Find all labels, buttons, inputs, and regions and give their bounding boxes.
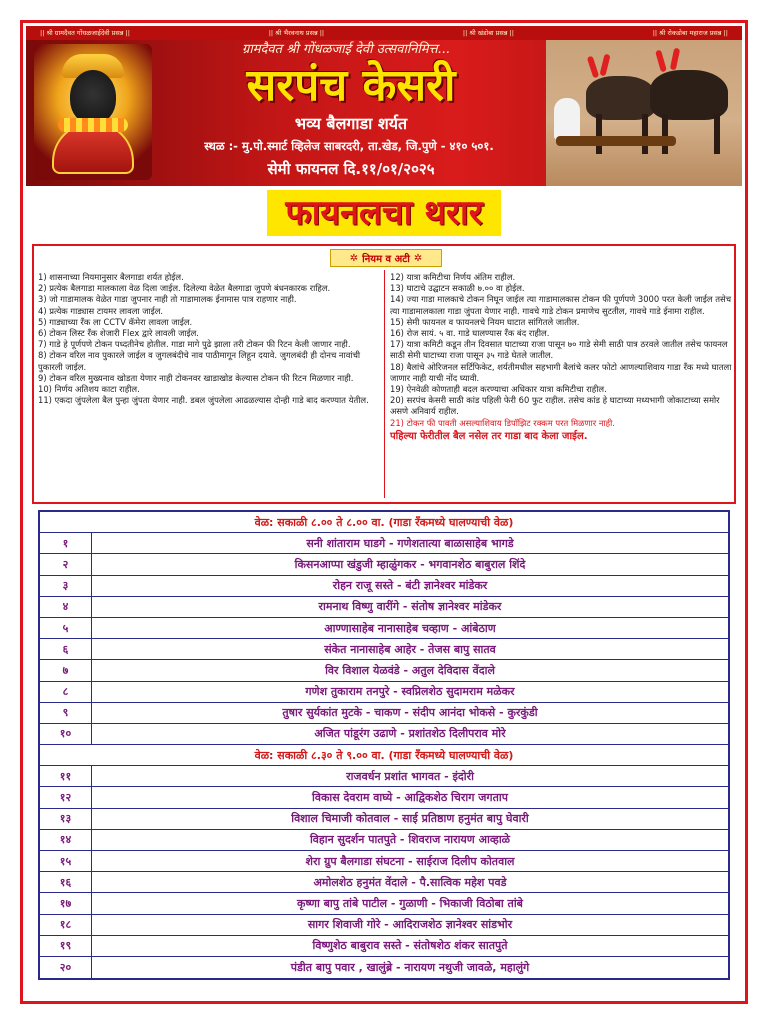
final-title-wrap	[26, 186, 742, 240]
row-number: १७	[40, 893, 92, 913]
strip-text-2: || श्री भैरवनाथ प्रसन्न ||	[268, 29, 325, 37]
cart-shape	[556, 136, 676, 146]
rule-item: 17) यात्रा कमिटी कडून तीन दिवसात घाटाच्या राजा पासून ७० गाडे सेमी साठी पात्र ठरवले जातील तसेच फायनल साठी सेमी घाटाच्या राजा पासून ३५ गाडे घेतले जातील.	[390, 339, 728, 361]
table-row	[40, 554, 728, 575]
bull-race-image	[546, 40, 742, 186]
schedule-table	[38, 510, 730, 980]
rule-item: 15) सेमी फायनल व फायनलचे नियम घाटात सांगितले जातील.	[390, 316, 580, 327]
rules-heading-text: नियम व अटी	[362, 254, 410, 265]
table-row	[40, 724, 728, 745]
horn-shape	[599, 54, 610, 77]
row-number: ४	[40, 597, 92, 617]
row-name: आण्णासाहेब नानासाहेब चव्हाण - आंबेठाण	[324, 621, 496, 635]
banner-title: सरपंच केसरी	[246, 60, 456, 111]
row-name: गणेश तुकाराम तनपुरे - स्वप्निलशेठ सुदामराम मळेकर	[305, 685, 515, 699]
strip-text-3: || श्री खंडोबा प्रसन्न ||	[462, 29, 514, 37]
rule-item: 12) यात्रा कमिटीचा निर्णय अंतिम राहील.	[390, 272, 516, 282]
final-title: फायनलचा थरार	[267, 190, 500, 236]
row-name: पंडीत बापु पवार , खालुंब्रे - नारायण नथुजी जावळे, महालुंगे	[290, 961, 530, 975]
row-name: सागर शिवाजी गोरे - आदिराजशेठ ज्ञानेश्वर सांडभोर	[307, 918, 513, 932]
row-number: ६	[40, 639, 92, 659]
table-row	[40, 936, 728, 957]
row-number: १४	[40, 830, 92, 850]
table-row	[40, 682, 728, 703]
rule-item: 19) ऐनवेळी कोणताही बदल करण्याचा अधिकार यात्रा कमिटीचा राहील.	[390, 384, 607, 395]
rule-item: 8) टोकन वरिल नाव पुकारले जाईल व जुगलबंदीचे नाव पाठीमागून लिहून दयावे. जुगलबंदी ही दोनच नावांची पुकारली जाईल.	[38, 350, 361, 372]
row-name: अजित पांडूरंग उढाणे - प्रशांतशेठ दिलीपराव मोरे	[314, 727, 506, 741]
row-name: किसनआप्पा खंडुजी म्हाळुंगकर - भगवानशेठ बाबुराल शिंदे	[294, 557, 526, 571]
row-number: २०	[40, 957, 92, 978]
row-name: राजवर्धन प्रशांत भागवत - इंदोरी	[346, 769, 474, 783]
row-name: शेरा ग्रुप बैलगाडा संघटना - साईराज दिलीप कोतवाल	[305, 854, 515, 868]
row-number: १६	[40, 872, 92, 892]
table-row	[40, 576, 728, 597]
star-icon: ✲	[413, 252, 423, 264]
table-row	[40, 787, 728, 808]
leg-shape	[714, 114, 720, 154]
rule-item: 16) रोज सायं. ५ वा. गाडे घालण्यास रँक बंद राहील.	[390, 328, 550, 339]
table-row	[40, 957, 728, 978]
garland-shape	[58, 118, 128, 132]
bull-shape	[650, 70, 728, 120]
session-header: वेळ: सकाळी ८.३० ते ९.०० वा. (गाडा रँकमध्ये घालण्याची वेळ)	[40, 745, 728, 766]
rule-item: 13) घाटाचे उद्घाटन सकाळी ७.०० वा होईल.	[390, 283, 525, 294]
rule-item: 10) निर्णय अतिशय काटा राहील.	[38, 384, 140, 395]
row-name: तुषार सुर्यकांत मुटके - चाकण - संदीप आनंदा भोकसे - कुरकुंडी	[282, 706, 538, 720]
row-number: १	[40, 533, 92, 553]
row-number: १८	[40, 915, 92, 935]
banner-subtitle: ग्रामदैवत श्री गोंधळजाई देवी उत्सवानिमित्त...	[242, 42, 450, 57]
row-name: रोहन राजू सस्ते - बंटी ज्ञानेश्वर मांडेकर	[332, 579, 488, 593]
row-number: ३	[40, 576, 92, 596]
table-row	[40, 915, 728, 936]
star-icon: ✲	[349, 252, 359, 264]
row-number: २	[40, 554, 92, 574]
row-name: विकास देवराम वाघ्ये - आद्विकशेठ चिराग जगताप	[312, 791, 508, 805]
horn-shape	[670, 48, 680, 71]
rule-item: 11) एकदा जुंपलेला बैल पुन्हा जुंपता येणार नाही. डबल जुंपलेला आढळल्यास दोन्ही गाडे बाद करण्यात येतील.	[38, 395, 369, 406]
top-strip	[26, 26, 742, 40]
table-row	[40, 872, 728, 893]
leg-shape	[596, 114, 602, 154]
rule-item: 6) टोकन लिस्ट रँक शेजारी Flex द्वारे लावली जाईल.	[38, 328, 199, 339]
venue-text: स्थळ :- मु.पो.स्मार्ट व्हिलेज साबरदरी, ता.खेड, जि.पुणे - ४१० ५०१.	[204, 139, 494, 153]
rules-left-column	[38, 272, 380, 406]
rules-box	[32, 244, 736, 504]
table-row	[40, 618, 728, 639]
strip-text-4: || श्री रोकडोबा महाराज प्रसन्न ||	[652, 29, 728, 37]
row-number: १५	[40, 851, 92, 871]
semi-final-date: सेमी फायनल दि.११/०१/२०२५	[267, 160, 435, 178]
row-name: कृष्णा बापु तांबे पाटील - गुळाणी - भिकाजी विठोबा तांबे	[297, 896, 523, 910]
final-note: पहिल्या फेरीतील बैल नसेल तर गाडा बाद केला जाईल.	[390, 430, 588, 442]
goddess-image	[34, 44, 152, 180]
leg-shape	[662, 114, 668, 154]
row-name: सनी शांताराम घाडगे - गणेशतात्या बाळासाहेब भागडे	[306, 536, 514, 550]
header-banner	[26, 26, 742, 186]
table-row	[40, 830, 728, 851]
rule-item: 18) बैलांचे ओरिजनल सर्टिफिकेट, शर्यतीमधील सहभागी बैलांचे कलर फोटो आणल्याशिवाय गाडा रँक मध्ये घातला जाणार नाही याची नोंद घ्यावी.	[390, 361, 732, 383]
session-header: वेळ: सकाळी ८.०० ते ८.०० वा. (गाडा रँकमध्ये घालण्याची वेळ)	[40, 512, 728, 533]
row-name: विर विशाल येळवंडे - अतुल देविदास वेंदाले	[325, 663, 495, 677]
row-number: ११	[40, 766, 92, 786]
rule-item: 1) शासनाच्या नियमानुसार बैलगाडा शर्यत होईल.	[38, 272, 184, 282]
row-number: १२	[40, 787, 92, 807]
rule-item: 9) टोकन वरिल मुख्यनाव खोडता येणार नाही टोकनवर खाडाखोड केल्यास टोकन फी रिटन मिळणार नाही.	[38, 372, 354, 383]
rule-item: 7) गाडे हे पूर्णपणे टोकन पध्दतीनेच होतील. गाडा मागे पुढे झाला तरी टोकन फी रिटन केली जाणार नाही.	[38, 339, 351, 350]
rule-item: 5) गाड्याच्या रँक ला CCTV कॅमेरा लावला जाईल.	[38, 316, 193, 327]
horn-shape	[655, 50, 667, 73]
row-name: विष्णुशेठ बाबुराव सस्ते - संतोषशेठ शंकर सातपुते	[312, 939, 508, 953]
horn-shape	[587, 56, 600, 79]
row-number: १०	[40, 724, 92, 744]
row-number: ५	[40, 618, 92, 638]
rules-right-column	[390, 272, 732, 442]
row-name: अमोलशेठ हनुमंत वेंदाले - पै.सात्विक महेश पवडे	[313, 875, 507, 889]
strip-text-1: || श्री ग्रामदैवत गोंधळजाईदेवी प्रसन्न ||	[40, 29, 130, 37]
row-number: ९	[40, 703, 92, 723]
row-name: विशाल चिमाजी कोतवाल - साई प्रतिष्ठाण हनुमंत बापु घेवारी	[291, 812, 529, 826]
rules-divider	[384, 270, 385, 498]
face-shape	[70, 70, 116, 124]
row-name: संकेत नानासाहेब आहेर - तेजस बापु सातव	[324, 642, 496, 656]
table-row	[40, 660, 728, 681]
table-row	[40, 533, 728, 554]
table-row	[40, 597, 728, 618]
table-row	[40, 766, 728, 787]
rule-item: 21) टोकन फी पावती असल्याशिवाय डिपॉझिट रक्कम परत मिळणार नाही.	[390, 417, 615, 428]
table-row	[40, 809, 728, 830]
row-name: रामनाथ विष्णु वारींगे - संतोष ज्ञानेश्वर मांडेकर	[318, 600, 502, 614]
row-number: ८	[40, 682, 92, 702]
rule-item: 2) प्रत्येक बैलगाडा मालकाला वेळ दिला जाईल. दिलेल्या वेळेत बैलगाडा जुपणे बंधनकारक राहिल.	[38, 283, 331, 294]
row-name: विहान सुदर्शन पातपुते - शिवराज नारायण आव्हाळे	[309, 833, 511, 847]
row-number: १९	[40, 936, 92, 956]
rule-item: 14) ज्या गाडा मालकाचे टोकन निघून जाईल त्या गाडामालकास टोकन फी पूर्णपणे 3000 परत केली जाईल तसेच त्या गाडामालकाला गाडा जुंपता येणार नाही. गावचे गाडे टोकन प्रमाणेच सुटतील, गावचे गाडे ईनामा राहील.	[390, 294, 732, 316]
leg-shape	[642, 114, 648, 154]
rules-heading	[330, 249, 442, 267]
rule-item: 3) जो गाडामालक वेळेत गाडा जुपनार नाही तो गाडामालक ईनामास पात्र राहणार नाही.	[38, 294, 297, 305]
rule-item: 20) सरपंच केसरी साठी कांड पहिली फेरी 60 फुट राहील. तसेच कांड हे घाटाच्या मध्यभागी जोकाटाच्या समोर असणे अनिवार्य राहील.	[390, 395, 720, 417]
table-row	[40, 893, 728, 914]
rule-item: 4) प्रत्येक गाड्यास टायमर लावला जाईल.	[38, 305, 164, 316]
event-title: भव्य बैलगाडा शर्यत	[294, 114, 408, 133]
table-row	[40, 703, 728, 724]
row-number: १३	[40, 809, 92, 829]
table-row	[40, 851, 728, 872]
row-number: ७	[40, 660, 92, 680]
table-row	[40, 639, 728, 660]
driver-shape	[554, 98, 580, 140]
